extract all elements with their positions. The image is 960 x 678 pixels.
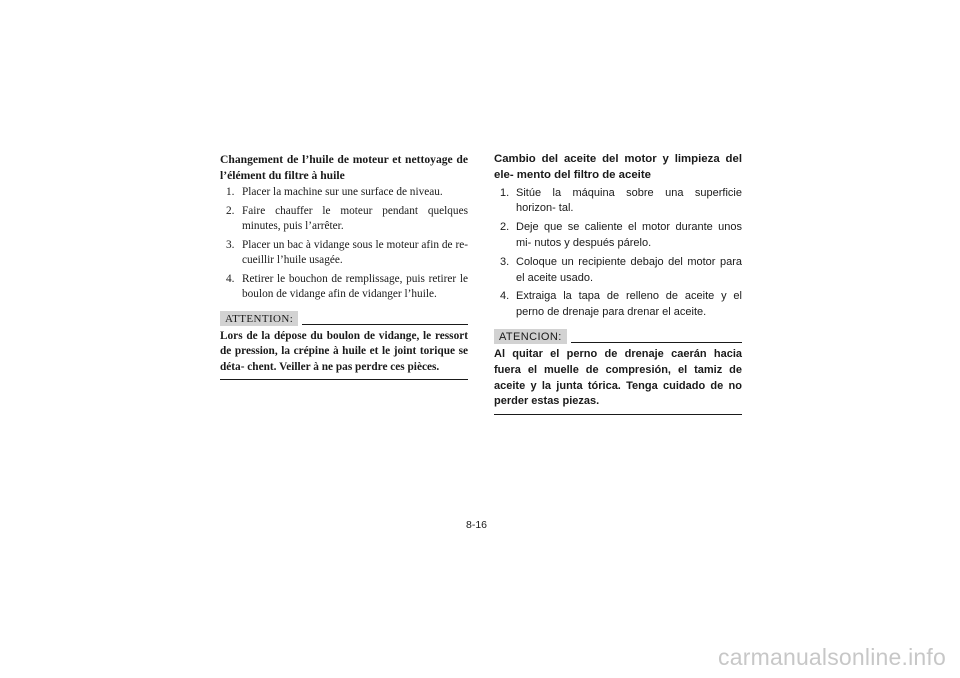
- step-text: Faire chauffer le moteur pendant quelques minutes, puis l’arrêter.: [242, 204, 468, 232]
- step-number: 1.: [226, 186, 235, 198]
- step-text: Coloque un recipiente debajo del motor para el aceite usado.: [516, 255, 742, 284]
- attention-text: Lors de la dépose du boulon de vidange, le ressort de pression, la crépine à huile et le joint torique se déta- chent. Veiller à ne pas perdre ces pièces.: [220, 329, 468, 373]
- notice-header-rule: [571, 342, 742, 343]
- step-number: 3.: [226, 238, 235, 251]
- french-section-title: Changement de l’huile de moteur et nettoyage de l’élément du filtre à huile: [220, 153, 468, 182]
- spanish-step-2: [494, 220, 742, 252]
- step-number: 2.: [226, 204, 235, 217]
- step-text: Sitúe la máquina sobre una superficie horizon- tal.: [516, 186, 742, 215]
- french-step-4: [220, 272, 468, 303]
- french-step-3: [220, 238, 468, 269]
- page-number: 8-16: [466, 519, 488, 531]
- spanish-column: [494, 152, 742, 415]
- french-step-2: [220, 204, 468, 235]
- step-number: 1.: [500, 186, 510, 199]
- french-attention-notice: [220, 311, 468, 381]
- step-text: Extraiga la tapa de relleno de aceite y el perno de drenaje para drenar el aceite.: [516, 290, 742, 319]
- notice-header: [494, 329, 742, 344]
- step-text: Retirer le bouchon de remplissage, puis retirer le boulon de vidange afin de vidanger l’huile.: [242, 272, 468, 300]
- attention-label: ATTENTION:: [220, 311, 298, 326]
- step-text: Placer la machine sur une surface de niveau.: [242, 186, 443, 198]
- notice-header: [220, 311, 468, 326]
- spanish-steps-list: [494, 186, 742, 321]
- french-steps-list: [220, 185, 468, 303]
- french-column: [220, 152, 468, 380]
- spanish-atencion-notice: [494, 329, 742, 415]
- notice-end-rule: [220, 379, 468, 380]
- spanish-step-1: [494, 186, 742, 218]
- notice-end-rule: [494, 414, 742, 415]
- step-number: 4.: [500, 290, 510, 303]
- step-number: 3.: [500, 255, 510, 268]
- french-step-1: [220, 185, 468, 201]
- notice-header-rule: [302, 324, 468, 325]
- atencion-text: Al quitar el perno de drenaje caerán hacia fuera el muelle de compresión, el tamiz de aceite y la junta tórica. Tenga cuidado de no perder estas piezas.: [494, 347, 742, 408]
- spanish-step-4: [494, 289, 742, 321]
- step-number: 2.: [500, 221, 510, 234]
- step-number: 4.: [226, 272, 235, 285]
- step-text: Placer un bac à vidange sous le moteur afin de re- cueillir l’huile usagée.: [242, 238, 468, 266]
- watermark-text: carmanualsonline.info: [718, 644, 946, 670]
- atencion-label: ATENCION:: [494, 329, 567, 344]
- spanish-section-title: Cambio del aceite del motor y limpieza del ele- mento del filtro de aceite: [494, 153, 742, 181]
- step-text: Deje que se caliente el motor durante unos mi- nutos y después párelo.: [516, 221, 742, 249]
- spanish-step-3: [494, 255, 742, 287]
